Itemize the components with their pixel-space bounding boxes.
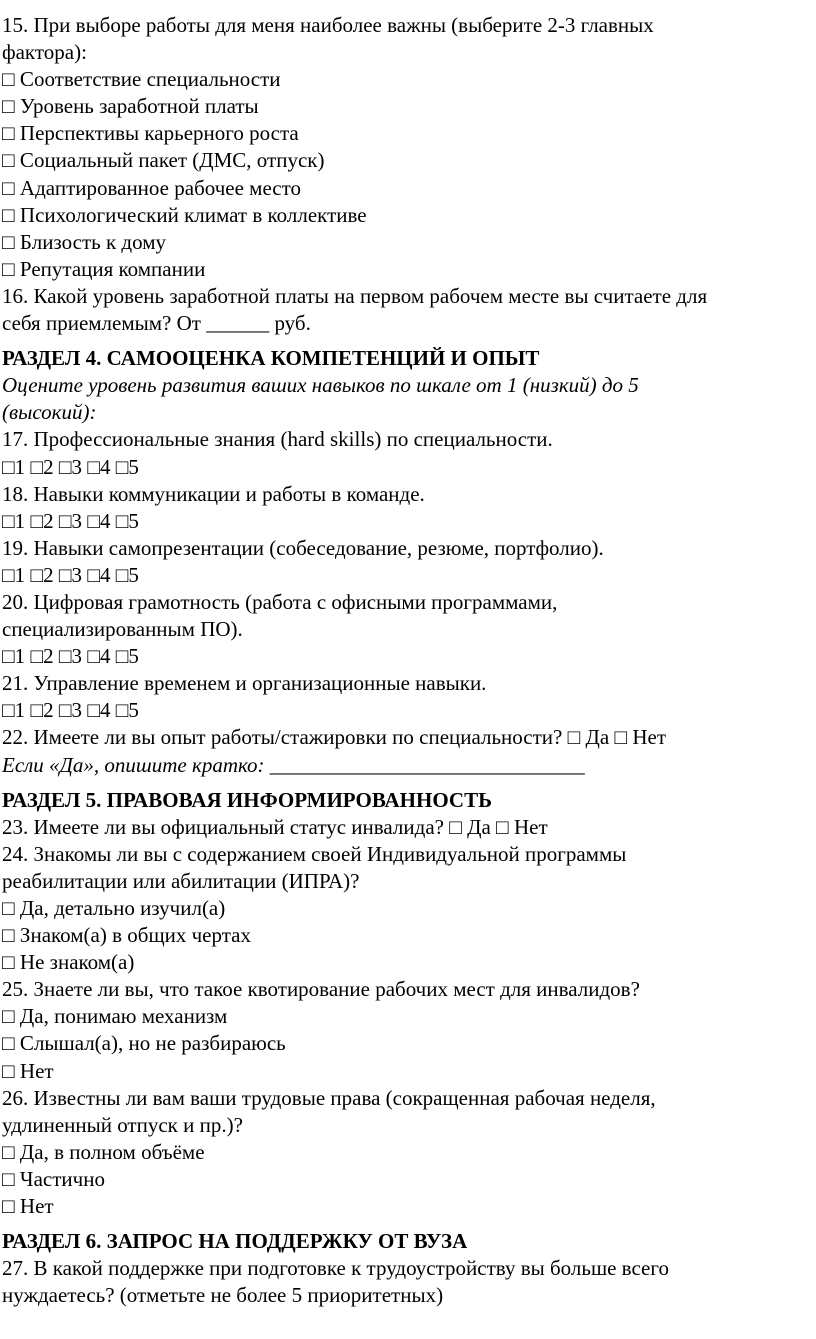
rating-2[interactable]: □2	[30, 508, 54, 533]
question-26-text: 26. Известны ли вам ваши трудовые права (сокращенная рабочая неделя,	[2, 1085, 656, 1110]
question-22-text[interactable]: 22. Имеете ли вы опыт работы/стажировки по специальности? □ Да □ Нет	[2, 725, 667, 750]
rating-4[interactable]: □4	[87, 698, 111, 723]
question-20-text: 20. Цифровая грамотность (работа с офисными программами,	[2, 589, 558, 614]
rating-1[interactable]: □1	[2, 454, 26, 479]
q21-rating	[2, 697, 816, 724]
q15-option-proximity[interactable]: □ Близость к дому	[2, 229, 166, 254]
q15-option-reputation[interactable]: □ Репутация компании	[2, 256, 206, 281]
question-18-text: 18. Навыки коммуникации и работы в команде.	[2, 481, 425, 506]
rating-3[interactable]: □3	[58, 698, 83, 723]
q19-rating	[2, 562, 816, 589]
q24-option-not-familiar[interactable]: □ Не знаком(а)	[2, 950, 135, 975]
rating-4[interactable]: □4	[87, 508, 111, 533]
question-20-text-cont: специализированным ПО).	[2, 617, 243, 642]
rating-5[interactable]: □5	[115, 644, 139, 669]
q24-option-detailed[interactable]: □ Да, детально изучил(а)	[2, 896, 226, 920]
rating-4[interactable]: □4	[87, 562, 111, 587]
section-5-title: РАЗДЕЛ 5. ПРАВОВАЯ ИНФОРМИРОВАННОСТЬ	[2, 787, 492, 812]
q15-option-social-package[interactable]: □ Социальный пакет (ДМС, отпуск)	[2, 148, 325, 173]
question-26-text-cont: удлиненный отпуск и пр.)?	[2, 1112, 243, 1137]
question-24-text: 24. Знакомы ли вы с содержанием своей Индивидуальной программы	[2, 841, 627, 866]
q25-option-understand[interactable]: □ Да, понимаю механизм	[2, 1004, 228, 1029]
question-23-text[interactable]: 23. Имеете ли вы официальный статус инвалида? □ Да □ Нет	[2, 814, 548, 839]
q22-followup	[2, 752, 816, 779]
rating-3[interactable]: □3	[58, 644, 83, 669]
q15-option-career[interactable]: □ Перспективы карьерного роста	[2, 121, 299, 146]
rating-5[interactable]: □5	[115, 562, 139, 587]
question-16-text-cont: себя приемлемым? От ______ руб.	[2, 311, 311, 336]
q26-option-partial[interactable]: □ Частично	[2, 1166, 105, 1191]
q25-option-no[interactable]: □ Нет	[2, 1058, 54, 1083]
q15-option-salary[interactable]: □ Уровень заработной платы	[2, 94, 259, 119]
rating-3[interactable]: □3	[58, 454, 83, 479]
section-4-instruction: Оцените уровень развития ваших навыков по шкале от 1 (низкий) до 5	[2, 373, 639, 398]
question-15-text-cont: фактора):	[2, 40, 87, 65]
question-17-text: 17. Профессиональные знания (hard skills) по специальности.	[2, 427, 553, 452]
section-4-instruction-cont: (высокий):	[2, 400, 97, 425]
q25-option-heard[interactable]: □ Слышал(а), но не разбираюсь	[2, 1031, 286, 1056]
rating-3[interactable]: □3	[58, 508, 83, 533]
rating-4[interactable]: □4	[87, 454, 111, 479]
rating-2[interactable]: □2	[30, 562, 54, 587]
question-15-text: 15. При выборе работы для меня наиболее важны (выберите 2-3 главных	[2, 13, 654, 37]
rating-1[interactable]: □1	[2, 698, 26, 723]
rating-3[interactable]: □3	[58, 562, 83, 587]
question-25-text: 25. Знаете ли вы, что такое квотирование рабочих мест для инвалидов?	[2, 977, 640, 1002]
rating-1[interactable]: □1	[2, 644, 26, 669]
rating-1[interactable]: □1	[2, 508, 26, 533]
q20-rating	[2, 643, 816, 670]
question-27-text-cont: нуждаетесь? (отметьте не более 5 приоритетных)	[2, 1283, 444, 1308]
q15-option-adapted-workplace[interactable]: □ Адаптированное рабочее место	[2, 175, 302, 200]
question-19-text: 19. Навыки самопрезентации (собеседование, резюме, портфолио).	[2, 535, 604, 560]
question-21-text: 21. Управление временем и организационные навыки.	[2, 671, 487, 696]
q26-option-no[interactable]: □ Нет	[2, 1194, 54, 1219]
q22-followup-label: Если «Да», опишите кратко:	[2, 752, 270, 777]
rating-5[interactable]: □5	[115, 698, 139, 723]
question-24-text-cont: реабилитации или абилитации (ИПРА)?	[2, 868, 360, 893]
q17-rating	[2, 454, 816, 481]
question-16-text: 16. Какой уровень заработной платы на первом рабочем месте вы считаете для	[2, 283, 708, 308]
rating-4[interactable]: □4	[87, 644, 111, 669]
rating-1[interactable]: □1	[2, 562, 26, 587]
rating-5[interactable]: □5	[115, 454, 139, 479]
q15-option-specialty[interactable]: □ Соответствие специальности	[2, 67, 281, 92]
q18-rating	[2, 508, 816, 535]
q15-option-climate[interactable]: □ Психологический климат в коллективе	[2, 202, 367, 227]
q22-followup-blank[interactable]: ______________________________	[269, 752, 585, 777]
rating-2[interactable]: □2	[30, 454, 54, 479]
rating-5[interactable]: □5	[115, 508, 139, 533]
section-6-title: РАЗДЕЛ 6. ЗАПРОС НА ПОДДЕРЖКУ ОТ ВУЗА	[2, 1229, 468, 1254]
question-27-text: 27. В какой поддержке при подготовке к трудоустройству вы больше всего	[2, 1256, 669, 1281]
section-4-title: РАЗДЕЛ 4. САМООЦЕНКА КОМПЕТЕНЦИЙ И ОПЫТ	[2, 346, 540, 371]
q24-option-general[interactable]: □ Знаком(а) в общих чертах	[2, 923, 251, 948]
rating-2[interactable]: □2	[30, 644, 54, 669]
rating-2[interactable]: □2	[30, 698, 54, 723]
q26-option-full[interactable]: □ Да, в полном объёме	[2, 1139, 205, 1164]
